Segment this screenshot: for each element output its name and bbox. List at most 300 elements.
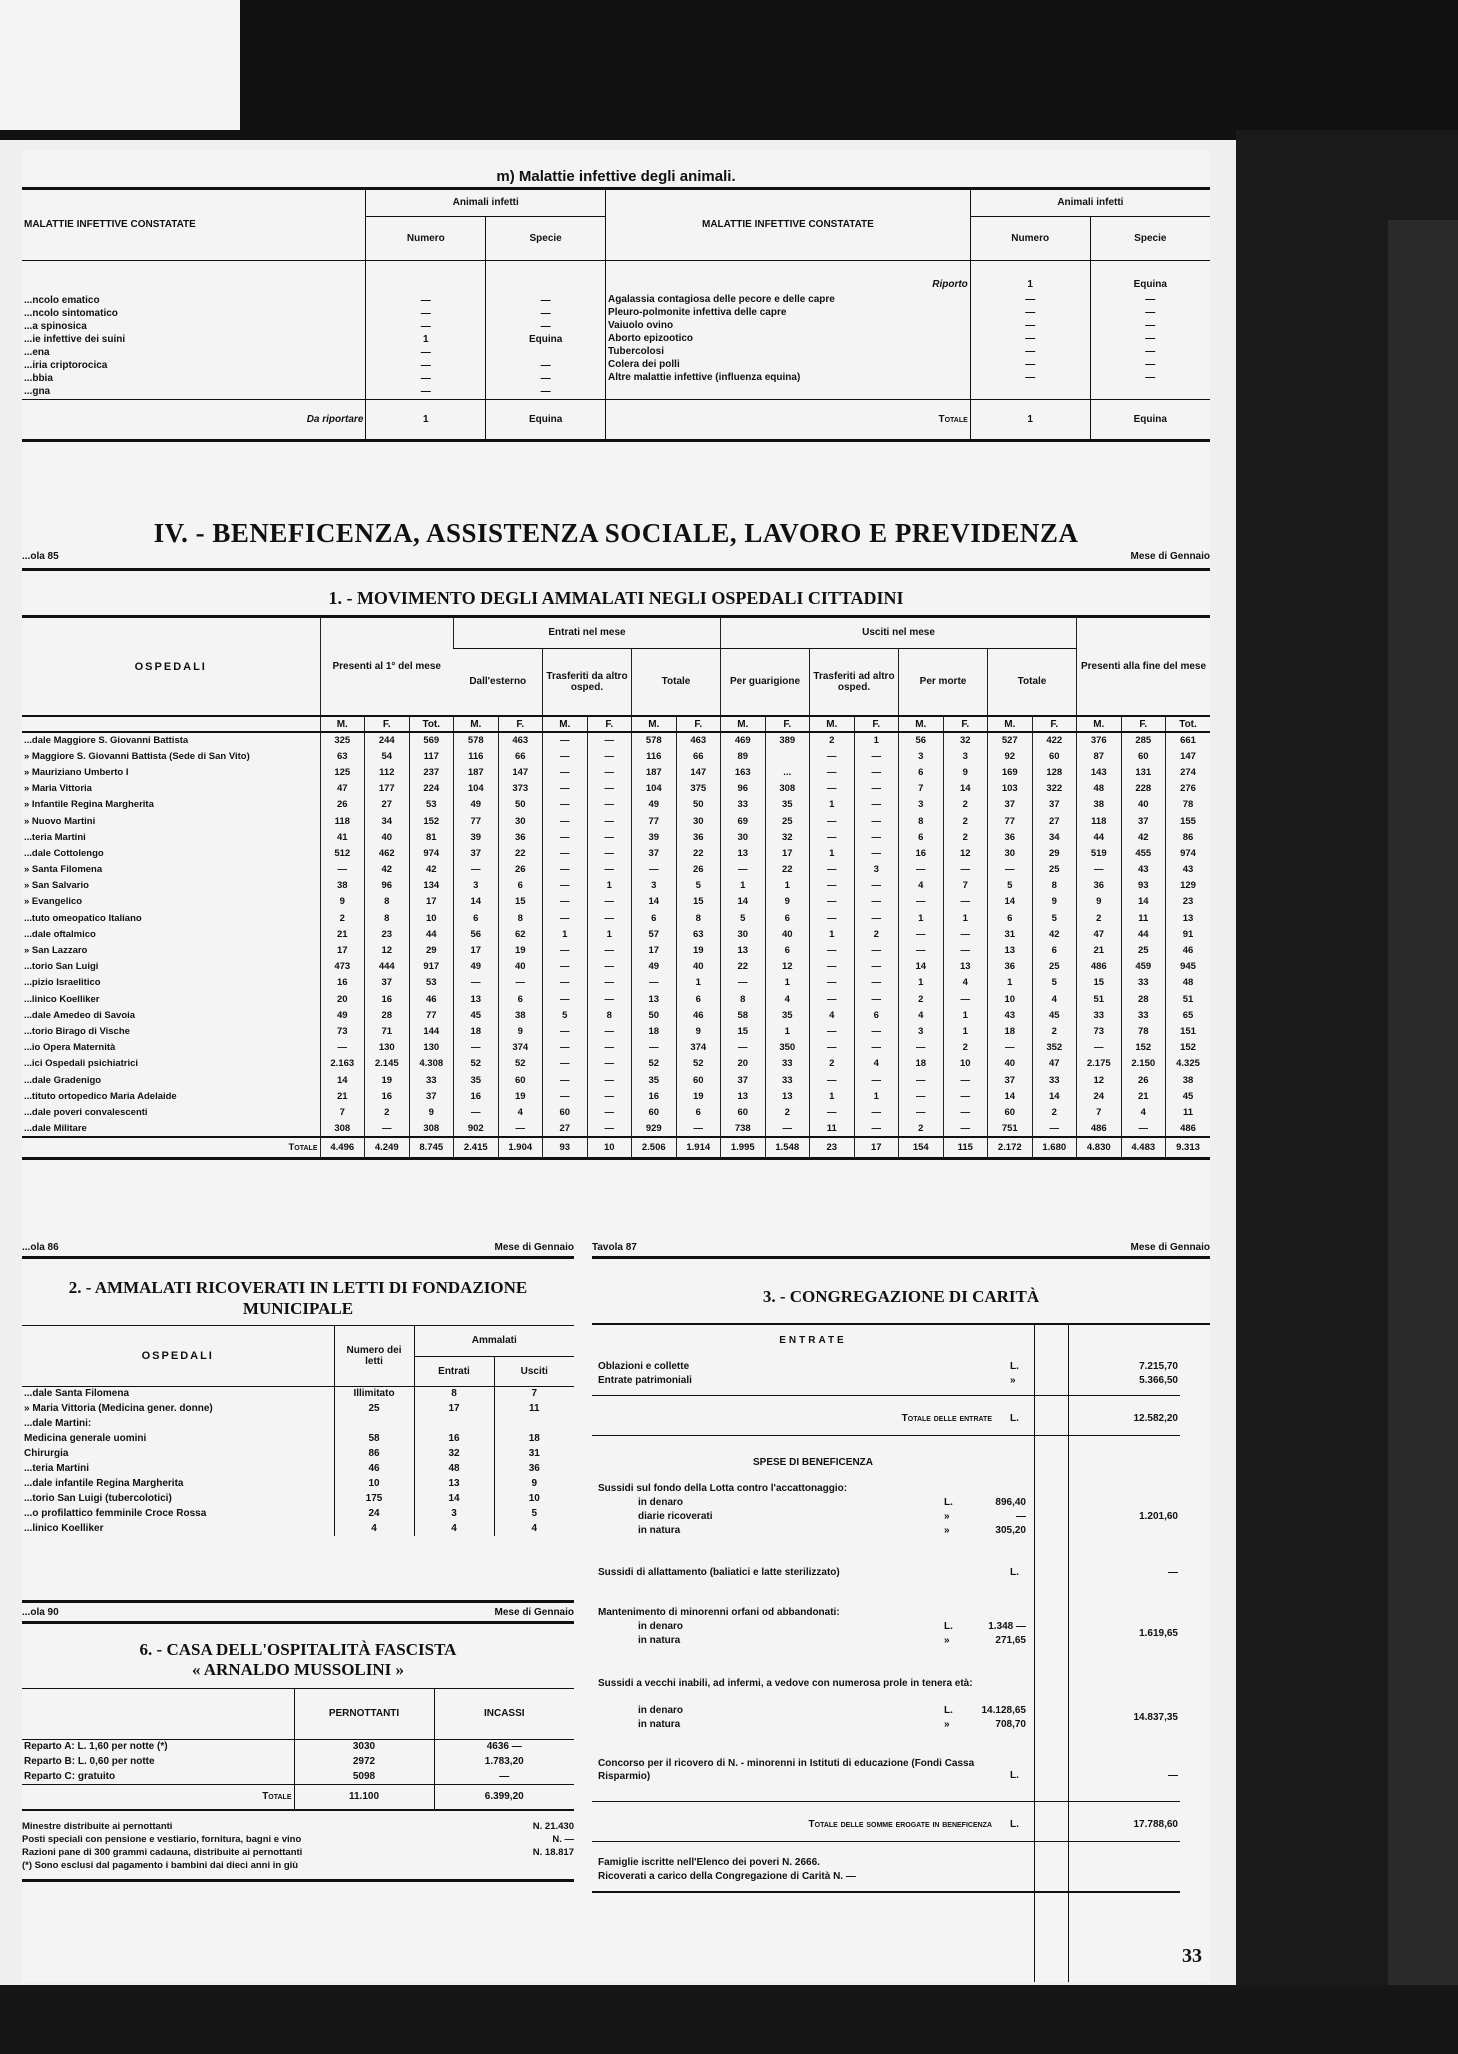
cell: 8 <box>676 910 721 926</box>
cell: 18 <box>988 1023 1033 1039</box>
cell: 81 <box>409 829 454 845</box>
cell: 13 <box>632 991 677 1007</box>
cell: — <box>587 781 632 797</box>
cell: 25 <box>765 813 810 829</box>
subcol-t: Tot. <box>409 716 454 732</box>
month-label: Mese di Gennaio <box>1130 551 1210 562</box>
hospital-name: ...o profilattico femminile Croce Rossa <box>24 1508 207 1519</box>
col-trasferiti-out: Trasferiti ad altro osped. <box>810 648 899 716</box>
cell: 917 <box>409 959 454 975</box>
cell: 147 <box>1166 748 1211 764</box>
cell: ... <box>765 764 810 780</box>
cell: 18 <box>899 1056 944 1072</box>
cell: 117 <box>409 748 454 764</box>
col-entrati: Entrati <box>414 1356 494 1386</box>
cell: 13 <box>414 1476 494 1491</box>
cell: 187 <box>632 764 677 780</box>
cell: 2 <box>899 1121 944 1137</box>
cell: — <box>543 1072 588 1088</box>
col-totale-in: Totale <box>632 648 721 716</box>
cell: 13 <box>988 942 1033 958</box>
cell <box>414 1416 494 1431</box>
cell: 6 <box>676 991 721 1007</box>
cell: 8 <box>365 910 410 926</box>
hospital-name: ...linico Koelliker <box>24 1523 104 1534</box>
cell: 6 <box>899 764 944 780</box>
cell: — <box>420 320 431 332</box>
cell: 152 <box>409 813 454 829</box>
cell: — <box>854 1104 899 1120</box>
cell: 6 <box>454 910 499 926</box>
hospital-name: » Mauriziano Umberto I <box>24 766 129 778</box>
casa-rows <box>22 1739 574 1784</box>
table-row <box>22 764 1210 780</box>
cell: 6 <box>498 878 543 894</box>
cell: 20 <box>320 991 365 1007</box>
cell: 2.175 <box>1077 1056 1122 1072</box>
right-total-s: Equina <box>1090 399 1210 439</box>
cell: 15 <box>498 894 543 910</box>
cell: 34 <box>365 813 410 829</box>
hospital-name: ...dale infantile Regina Margherita <box>24 1478 184 1489</box>
cell: 17 <box>632 942 677 958</box>
cell: 486 <box>1077 1121 1122 1137</box>
total-out-label: Totale delle somme erogate in beneficenza <box>808 1819 992 1830</box>
cell: 4636 — <box>434 1739 574 1754</box>
cell: 35 <box>765 1007 810 1023</box>
list-item: ...iria criptorocica <box>24 359 108 371</box>
cell: — <box>721 975 766 991</box>
table-number: ...ola 90 <box>22 1607 59 1618</box>
section-hospital-movement <box>22 588 1210 1160</box>
cell: 751 <box>988 1121 1033 1137</box>
spesa-label: Mantenimento di minorenni orfani od abbandonati: <box>598 1607 840 1618</box>
cell: 23 <box>1166 894 1211 910</box>
cell: 37 <box>988 1072 1033 1088</box>
cell: 2 <box>854 926 899 942</box>
cell: 43 <box>988 1007 1033 1023</box>
cell: 60 <box>676 1072 721 1088</box>
cell: — <box>1077 862 1122 878</box>
cell: 66 <box>676 748 721 764</box>
table-row <box>22 1739 574 1754</box>
cell: 4 <box>1032 991 1077 1007</box>
cell: 14 <box>1032 1088 1077 1104</box>
cell: 6 <box>988 910 1033 926</box>
cell: 60 <box>1032 748 1077 764</box>
cell: 47 <box>1032 1056 1077 1072</box>
cell: 21 <box>320 926 365 942</box>
cell: 130 <box>365 1040 410 1056</box>
cell: 4 <box>498 1104 543 1120</box>
cell: 486 <box>1077 959 1122 975</box>
total-cell: 4.249 <box>365 1137 410 1159</box>
col-beds: Numero dei letti <box>334 1326 414 1386</box>
table-row <box>22 797 1210 813</box>
table-row <box>22 1072 1210 1088</box>
cell: 12 <box>1077 1072 1122 1088</box>
cell: 374 <box>676 1040 721 1056</box>
cell: 152 <box>1121 1040 1166 1056</box>
footnote-label: Minestre distribuite ai pernottanti <box>22 1821 173 1832</box>
cell: — <box>765 1121 810 1137</box>
cell: 578 <box>632 732 677 748</box>
list-item: ...ena <box>24 346 50 358</box>
cell: 6 <box>765 910 810 926</box>
chapter-title: IV. - BENEFICENZA, ASSISTENZA SOCIALE, LAVORO E PREVIDENZA <box>153 518 1079 548</box>
total-cell: 154 <box>899 1137 944 1159</box>
cell <box>488 347 603 360</box>
cell: 34 <box>1032 829 1077 845</box>
cell: 4 <box>414 1521 494 1536</box>
subcol-m: M. <box>721 716 766 732</box>
hospital-name: ...dale Militare <box>24 1122 87 1134</box>
col-trasferiti-in: Trasferiti da altro osped. <box>543 648 632 716</box>
cell: 16 <box>365 991 410 1007</box>
spesa-label: Sussidi sul fondo della Lotta contro l'accattonaggio: <box>598 1483 848 1494</box>
cell: 4 <box>494 1521 574 1536</box>
cell: — <box>810 1104 855 1120</box>
cell: 47 <box>320 781 365 797</box>
cell: 58 <box>721 1007 766 1023</box>
casa-footnotes <box>22 1821 574 1873</box>
cell: — <box>676 1121 721 1137</box>
cell: 1 <box>765 878 810 894</box>
cell: — <box>899 942 944 958</box>
cell: 352 <box>1032 1040 1077 1056</box>
table-row <box>22 862 1210 878</box>
cell: 7 <box>1077 1104 1122 1120</box>
cell: 224 <box>409 781 454 797</box>
table-row <box>22 829 1210 845</box>
cell: 14 <box>454 894 499 910</box>
cell: 527 <box>988 732 1033 748</box>
subcol-f: F. <box>587 716 632 732</box>
cell: — <box>587 764 632 780</box>
cell: 37 <box>365 975 410 991</box>
table-row <box>22 845 1210 861</box>
cell: 86 <box>1166 829 1211 845</box>
spesa-value: 271,65 <box>995 1635 1026 1646</box>
cell: 18 <box>494 1431 574 1446</box>
cell: — <box>632 975 677 991</box>
subcol-f: F. <box>676 716 721 732</box>
cell: — <box>854 813 899 829</box>
spesa-value: 708,70 <box>995 1719 1026 1730</box>
cell: — <box>543 764 588 780</box>
cell: — <box>587 991 632 1007</box>
cell: 578 <box>454 732 499 748</box>
cell: 17 <box>454 942 499 958</box>
cell: 24 <box>334 1506 414 1521</box>
cell: 1 <box>587 926 632 942</box>
cell: 16 <box>899 845 944 861</box>
cell: 459 <box>1121 959 1166 975</box>
hospital-name: ...dale poveri convalescenti <box>24 1106 148 1118</box>
cell: 15 <box>721 1023 766 1039</box>
cell: 25 <box>1121 942 1166 958</box>
cell: — <box>420 372 431 384</box>
cell: — <box>854 845 899 861</box>
cell: 16 <box>414 1431 494 1446</box>
total-cell: 10 <box>587 1137 632 1159</box>
table-row <box>22 942 1210 958</box>
list-item: ...gna <box>24 385 51 397</box>
table-row <box>22 1023 1210 1039</box>
cell: — <box>943 926 988 942</box>
spesa-sub-label: in denaro <box>638 1621 684 1632</box>
cell: 26 <box>498 862 543 878</box>
cell: 37 <box>1121 813 1166 829</box>
casa-table <box>22 1689 574 1811</box>
hospital-name: ...linico Koelliker <box>24 993 100 1005</box>
col-totale-out: Totale <box>988 648 1077 716</box>
subcol-f: F. <box>765 716 810 732</box>
spesa-label: Sussidi a vecchi inabili, ad infermi, a vedove con numerosa prole in tenera età: <box>598 1678 973 1689</box>
cell: — <box>587 845 632 861</box>
hospital-name: ...dale Maggiore S. Giovanni Battista <box>24 735 189 747</box>
hospital-name: ...torio San Luigi (tubercolotici) <box>24 1493 172 1504</box>
note: Ricoverati a carico della Congregazione di Carità N. — <box>598 1871 856 1882</box>
subcol-m: M. <box>899 716 944 732</box>
cell: — <box>1145 306 1156 318</box>
cell: 18 <box>454 1023 499 1039</box>
cell: 2 <box>1077 910 1122 926</box>
col-usciti: Usciti <box>494 1356 574 1386</box>
cell: 134 <box>409 878 454 894</box>
cell: 14 <box>414 1491 494 1506</box>
cell: 129 <box>1166 878 1211 894</box>
cell: 6 <box>1032 942 1077 958</box>
cell: 29 <box>1032 845 1077 861</box>
cell: 44 <box>1077 829 1122 845</box>
cell: 93 <box>1121 878 1166 894</box>
cell: 14 <box>632 894 677 910</box>
cell: — <box>587 975 632 991</box>
cell: 36 <box>676 829 721 845</box>
cell: 14 <box>988 894 1033 910</box>
cell: — <box>943 1104 988 1120</box>
cell: 60 <box>632 1104 677 1120</box>
cell: — <box>543 959 588 975</box>
cell: — <box>1077 1040 1122 1056</box>
spacer <box>22 1689 294 1739</box>
cell: — <box>810 748 855 764</box>
cell: 73 <box>320 1023 365 1039</box>
cell: 25 <box>1032 959 1077 975</box>
cell: 11 <box>494 1401 574 1416</box>
cell: 1 <box>810 797 855 813</box>
cell: 463 <box>676 732 721 748</box>
cell: — <box>1145 345 1156 357</box>
right-total-label: Totale <box>606 399 971 439</box>
cell: 33 <box>1121 975 1166 991</box>
cell: 92 <box>988 748 1033 764</box>
cell: 30 <box>676 813 721 829</box>
cell: 486 <box>1166 1121 1211 1137</box>
left-total-label: Da riportare <box>306 413 364 425</box>
total-cell: 9.313 <box>1166 1137 1211 1159</box>
cell: — <box>1032 1121 1077 1137</box>
cell: 12 <box>943 845 988 861</box>
cell: 9 <box>409 1104 454 1120</box>
cell: — <box>854 781 899 797</box>
list-item: Pleuro-polmonite infettiva delle capre <box>608 306 787 318</box>
cell: 738 <box>721 1121 766 1137</box>
cell: 40 <box>765 926 810 942</box>
cell: 2.150 <box>1121 1056 1166 1072</box>
cell: 43 <box>1121 862 1166 878</box>
cell: — <box>587 1104 632 1120</box>
cell: 2 <box>320 910 365 926</box>
cell: 463 <box>498 732 543 748</box>
page-number: 33 <box>1182 1945 1202 1967</box>
cell: 73 <box>1077 1023 1122 1039</box>
cell: 45 <box>1032 1007 1077 1023</box>
list-item: ...a spinosica <box>24 320 87 332</box>
cell: 8 <box>721 991 766 1007</box>
spesa-cur: L. <box>1010 1567 1019 1578</box>
cell: — <box>854 975 899 991</box>
cell: 50 <box>676 797 721 813</box>
cell: 4 <box>854 1056 899 1072</box>
cell: 60 <box>988 1104 1033 1120</box>
total-cell: 2.172 <box>988 1137 1033 1159</box>
cell: 945 <box>1166 959 1211 975</box>
cell: 1 <box>765 975 810 991</box>
cell: — <box>632 862 677 878</box>
cell: — <box>540 359 551 371</box>
cell: 37 <box>721 1072 766 1088</box>
cell: — <box>434 1769 574 1784</box>
subcol-f: F. <box>1121 716 1166 732</box>
cell: 40 <box>498 959 543 975</box>
list-item: ...bbia <box>24 372 53 384</box>
table-row <box>22 748 1210 764</box>
section-title: 1. - MOVIMENTO DEGLI AMMALATI NEGLI OSPEDALI CITTADINI <box>328 588 904 608</box>
hospital-name: » Nuovo Martini <box>24 815 96 827</box>
left-total-s: Equina <box>486 399 606 439</box>
cell: — <box>543 894 588 910</box>
cell: 40 <box>365 829 410 845</box>
spesa-cur: » <box>944 1525 950 1536</box>
hospital-name: Chirurgia <box>24 1448 69 1459</box>
cell: 5 <box>494 1506 574 1521</box>
footnote-label: Posti speciali con pensione e vestiario, fornitura, bagni e vino <box>22 1834 302 1845</box>
cell: 57 <box>632 926 677 942</box>
cell: 1 <box>854 1088 899 1104</box>
table-row <box>22 1506 574 1521</box>
cell: 4.325 <box>1166 1056 1211 1072</box>
cell: 44 <box>1121 926 1166 942</box>
cell: 14 <box>899 959 944 975</box>
cell: 69 <box>721 813 766 829</box>
cell: 902 <box>454 1121 499 1137</box>
cell: — <box>587 959 632 975</box>
cell: — <box>810 894 855 910</box>
entrate-heading: ENTRATE <box>779 1335 847 1346</box>
cell: 86 <box>334 1446 414 1461</box>
footnote-value: N. 18.817 <box>532 1847 574 1858</box>
cell: — <box>854 1072 899 1088</box>
col-hospitals: OSPEDALI <box>134 660 207 673</box>
cell: 62 <box>498 926 543 942</box>
cell: 9 <box>494 1476 574 1491</box>
cell: — <box>587 748 632 764</box>
cell: 9 <box>765 894 810 910</box>
cell: 4 <box>765 991 810 1007</box>
cell: — <box>810 1072 855 1088</box>
cell: 1 <box>943 1023 988 1039</box>
cell: 45 <box>1166 1088 1211 1104</box>
hospital-name: » San Salvario <box>24 880 89 892</box>
cell: 1 <box>810 845 855 861</box>
cell: 31 <box>988 926 1033 942</box>
cell: 30 <box>721 829 766 845</box>
cell: 27 <box>1032 813 1077 829</box>
cell: 60 <box>1121 748 1166 764</box>
cell: — <box>498 975 543 991</box>
spesa-cur: » <box>944 1511 950 1522</box>
cell: 52 <box>676 1056 721 1072</box>
cell: — <box>943 991 988 1007</box>
cell: — <box>543 1056 588 1072</box>
subcol-m: M. <box>454 716 499 732</box>
col-disease: MALATTIE INFETTIVE CONSTATATE <box>24 219 196 231</box>
cell: 116 <box>454 748 499 764</box>
cell: 974 <box>409 845 454 861</box>
right-total-n: 1 <box>970 399 1090 439</box>
spesa-value: 1.348 — <box>988 1621 1026 1632</box>
cell: 23 <box>365 926 410 942</box>
cell: 78 <box>1166 797 1211 813</box>
cell: 929 <box>632 1121 677 1137</box>
municipal-beds-table <box>22 1326 574 1536</box>
section-municipal-beds <box>22 1242 574 1536</box>
cell: 374 <box>498 1040 543 1056</box>
cell: 455 <box>1121 845 1166 861</box>
cell: 50 <box>632 1007 677 1023</box>
cell: 9 <box>943 764 988 780</box>
cell: 8 <box>587 1007 632 1023</box>
hospital-name: ...tuto omeopatico Italiano <box>24 912 142 924</box>
cell <box>334 1416 414 1431</box>
cell: 4 <box>943 975 988 991</box>
total-cell: 4.496 <box>320 1137 365 1159</box>
list-item: ...ncolo ematico <box>24 294 100 306</box>
cell: 22 <box>765 862 810 878</box>
cell: 1.783,20 <box>434 1754 574 1769</box>
cell: 9 <box>1032 894 1077 910</box>
cell: 5098 <box>294 1769 434 1784</box>
cell: 112 <box>365 764 410 780</box>
cell: 21 <box>1077 942 1122 958</box>
cell: 1 <box>543 926 588 942</box>
list-item: Agalassia contagiosa delle pecore e delle capre <box>608 293 835 305</box>
cell: 473 <box>320 959 365 975</box>
section-animal-diseases <box>22 168 1210 442</box>
cell: 130 <box>409 1040 454 1056</box>
cell: 51 <box>1077 991 1122 1007</box>
cell: 2.145 <box>365 1056 410 1072</box>
cell: 2 <box>943 797 988 813</box>
cell: 308 <box>320 1121 365 1137</box>
cell: — <box>543 975 588 991</box>
hospital-name: » Evangelico <box>24 896 83 908</box>
cell: — <box>1025 345 1036 357</box>
scan-paper-edge <box>1388 220 1458 2054</box>
cell: 63 <box>676 926 721 942</box>
